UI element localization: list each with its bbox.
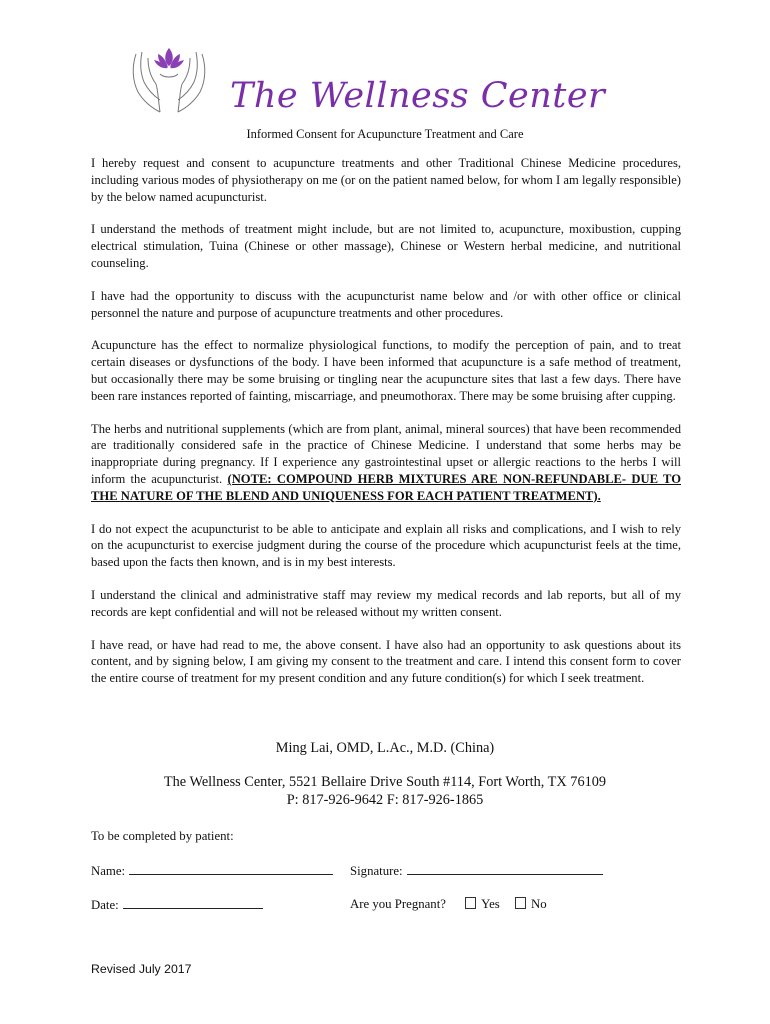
consent-paragraph-6: I do not expect the acupuncturist to be able to anticipate and explain all risks and complications, and I wish to rely on the acupuncturist to exercise judgment during the course of the procedure which acupuncturist feels at the time, based upon the facts then known, and is in my best interests. [91,521,681,570]
clinic-address: The Wellness Center, 5521 Bellaire Drive South #114, Fort Worth, TX 76109 [163,774,607,790]
consent-paragraph-7: I understand the clinical and administrative staff may review my medical records and lab reports, but all of my records are kept confidential and will not be released without my written consent. [91,587,681,619]
brand-name: The Wellness Center [230,76,606,116]
clinic-address-block [0,773,770,809]
consent-paragraph-8: I have read, or have had read to me, the above consent. I have also had an opportunity to ask questions about its content, and by signing below, I am giving my consent to the treatment and care. I intend this consent form to cover the entire course of treatment for my present condition and any future condition(s) for which I seek treatment. [91,637,681,686]
consent-paragraph-4: Acupuncture has the effect to normalize physiological functions, to modify the perception of pain, and to treat certain diseases or dysfunctions of the body. I have been informed that acupuncture is a safe method of treatment, but occasionally there may be some bruising or tingling near the acupuncture sites that last a few days. There have been rare instances reported of fainting, miscarriage, and pneumothorax. There may be some bruising after cupping. [91,338,681,403]
patient-section-label: To be completed by patient: [91,829,234,843]
clinic-phones: P: 817-926-9642 F: 817-926-1865 [286,792,484,808]
consent-body [91,155,681,687]
date-label: Date: [91,898,119,912]
consent-paragraph-2: I understand the methods of treatment might include, but are not limited to, acupuncture, moxibustion, cupping electrical stimulation, Tuina (Chinese or other massage), Chinese or Western herbal medicine, and nutritional counseling. [91,222,681,270]
consent-paragraph-1: I hereby request and consent to acupuncture treatments and other Traditional Chinese Medicine procedures, including various modes of physiotherapy on me (or on the patient named below, for whom I am legally responsible) by the below named acupuncturist. [91,156,681,204]
no-label: No [530,897,547,911]
date-field[interactable] [123,897,263,909]
hands-lotus-icon [128,44,210,114]
signature-row [350,863,603,879]
herb-note: (NOTE: COMPOUND HERB MIXTURES ARE NON-REFUNDABLE- DUE TO THE NATURE OF THE BLEND AND UNIQUENESS FOR EACH PATIENT TREATMENT). [91,471,681,503]
form-title: Informed Consent for Acupuncture Treatment and Care [246,127,524,141]
consent-paragraph-3: I have had the opportunity to discuss with the acupuncturist name below and /or with other office or clinical personnel the nature and purpose of acupuncture treatments and other procedures. [91,288,681,320]
date-row [91,897,263,913]
pregnant-no-option[interactable] [515,897,547,911]
signature-field[interactable] [407,863,603,875]
no-checkbox[interactable] [515,897,526,909]
name-field[interactable] [129,863,333,875]
name-label: Name: [91,864,126,878]
name-row [91,863,333,879]
herbs-text: The herbs and nutritional supplements (which are from plant, animal, mineral sources) that have been recommended are traditionally considered safe in the practice of Chinese Medicine. I understand that some herbs may be inappropriate during pregnancy. If I experience any gastrointestinal upset or allergic reactions to the herbs I will inform the acupuncturist. [91,421,681,486]
pregnant-yes-option[interactable] [465,897,500,911]
consent-paragraph-5 [91,421,681,505]
yes-checkbox[interactable] [465,897,476,909]
pregnant-row [350,897,547,912]
yes-label: Yes [481,897,500,911]
revision-footer: Revised July 2017 [91,962,192,976]
provider-name: Ming Lai, OMD, L.Ac., M.D. (China) [275,740,495,756]
pregnant-label: Are you Pregnant? [350,897,446,911]
signature-label: Signature: [350,864,403,878]
